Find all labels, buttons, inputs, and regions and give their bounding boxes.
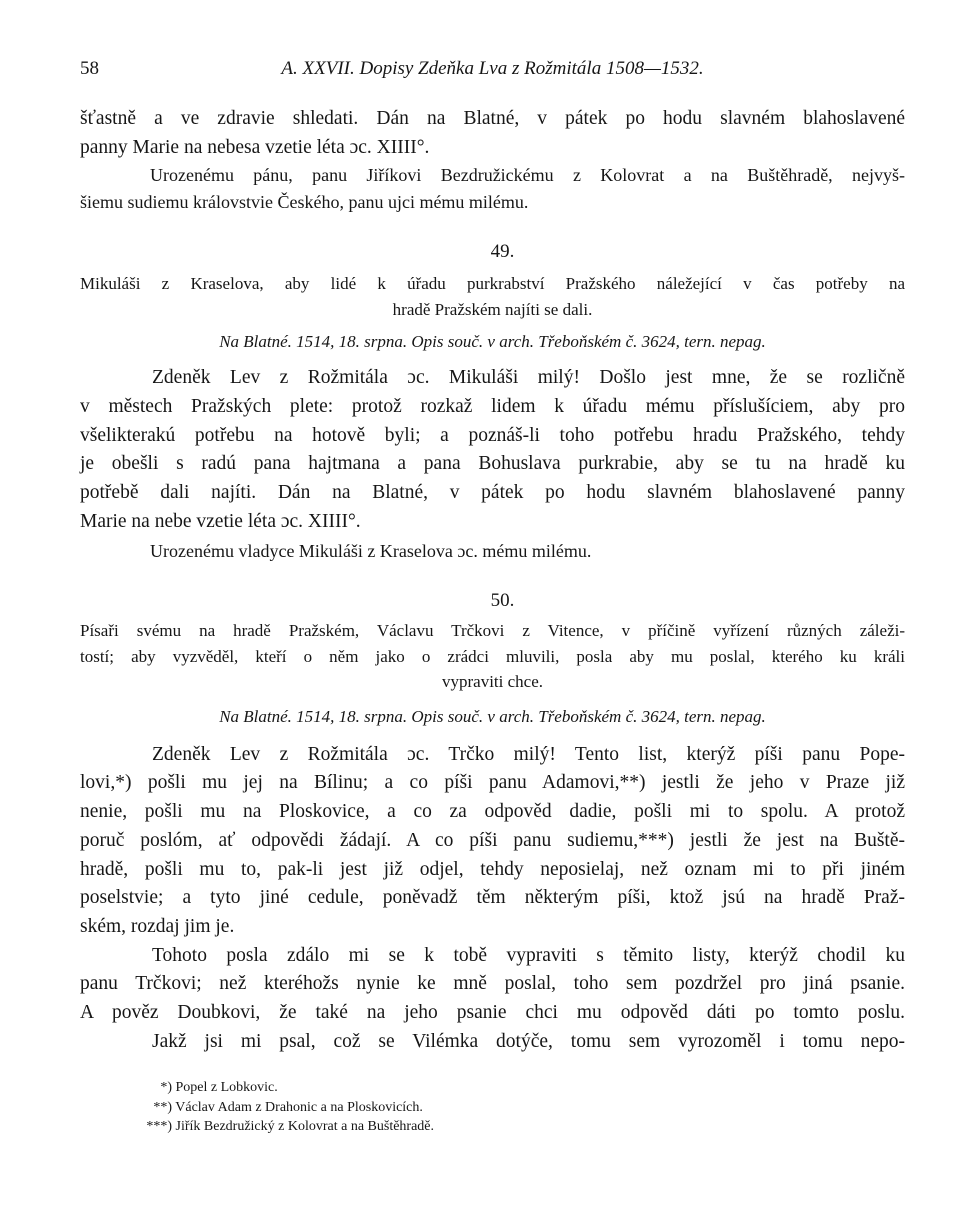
letter-body [80,741,905,1057]
body-line: lovi,*) pošli mu jej na Bílinu; a co píši panu Adamovi,**) jestli že jeho v Praze již [80,772,905,794]
running-title: A. XXVII. Dopisy Zdeňka Lva z Rožmitála 1508—1532. [281,58,704,79]
summary-line: hradě Pražském najíti se dali. [392,299,593,319]
letter-source: Na Blatné. 1514, 18. srpna. Opis souč. v arch. Třeboňském č. 3624, tern. nepag. [219,332,766,352]
footnote-text: Jiřík Bezdružický z Kolovrat a na Buštěhradě. [175,1119,435,1135]
body-line: A pověz Doubkovi, že také na jeho psanie chci mu odpověd dáti po tomto poslu. [80,1001,905,1023]
summary-line: Mikuláši z Kraselova, aby lidé k úřadu purkrabství Pražského náležející v čas potřeby na [80,274,905,294]
footnote-mark: ***) [146,1119,172,1135]
body-line: v městech Pražských plete: protož rozkaž lidem k úřadu mému příslušíciem, aby pro [80,395,905,417]
body-line: Zdeněk Lev z Rožmitála ɔc. Mikuláši milý! Došlo jest mne, že se rozličně [152,367,905,389]
body-line: panu Trčkovi; než kteréhožs nynie ke mně poslal, toho sem pozdržel pro jiná psanie. [80,973,905,995]
body-line: Zdeněk Lev z Rožmitála ɔc. Trčko milý! Tento list, kterýž píši panu Pope- [152,743,905,765]
letter-source: Na Blatné. 1514, 18. srpna. Opis souč. v arch. Třeboňském č. 3624, tern. nepag. [219,706,766,726]
summary-line: tostí; aby vyzvěděl, kteří o něm jako o zrádci mluvili, posla aby mu poslal, kterého ku králi [80,646,905,666]
body-line: je obešli s radú pana hajtmana a pana Bohuslava purkrabie, aby se tu na hradě ku [80,453,905,475]
footnote [110,1117,905,1137]
summary-line: vypraviti chce. [441,672,543,692]
footnote-mark: *) [160,1080,172,1096]
letter-summary [80,618,905,695]
text-line: panny Marie na nebesa vzetie léta ɔc. XIIII°. [80,136,430,158]
body-line: nenie, pošli mu na Ploskovice, a co za odpověd dadie, pošli mi to spolu. A protož [80,801,905,823]
body-line: potřebě dali najíti. Dán na Blatné, v pátek po hodu slavném blahoslavené panny [80,481,905,503]
previous-letter-continuation [80,105,905,215]
body-line: Marie na nebe vzetie léta ɔc. XIIII°. [80,510,361,532]
body-line: Tohoto posla zdálo mi se k tobě vypraviti s těmito listy, kterýž chodil ku [152,944,905,966]
footnote [110,1098,905,1118]
body-line: Jakž jsi mi psal, což se Vilémka dotýče, tomu sem vyrozoměl i tomu nepo- [152,1030,905,1052]
running-head [80,58,905,88]
letter-50 [80,588,905,1056]
footnote [110,1078,905,1098]
footnote-mark: **) [153,1099,172,1115]
footnote-text: Popel z Lobkovic. [175,1080,278,1096]
summary-line: Písaři svému na hradě Pražském, Václavu Trčkovi z Vitence, v příčině vyřízení různých záleži- [80,621,905,641]
letter-body [80,364,905,536]
footnote-text: Václav Adam z Drahonic a na Ploskovicích. [175,1099,423,1115]
body-line: poruč poslóm, ať odpovědi žádají. A co píši panu sudiemu,***) jestli že jest na Buště- [80,829,905,851]
letter-summary [80,271,905,322]
footnotes [110,1078,905,1137]
letter-49 [80,239,905,564]
letter-number: 50. [490,590,515,612]
page-number: 58 [80,58,99,79]
text-line: šťastně a ve zdravie shledati. Dán na Blatné, v pátek po hodu slavném blahoslavené [80,108,905,129]
address-line: šiemu sudiemu královstvie Českého, panu ujci mému milému. [80,191,529,212]
letter-address: Urozenému vladyce Mikuláši z Kraselova ɔc. mému milému. [150,541,592,562]
body-line: hradě, pošli mu to, pak-li jest již odjel, tehdy neposielaj, než oznam mi to při jiném [80,858,905,880]
address-line: Urozenému pánu, panu Jiříkovi Bezdružickému z Kolovrat a na Buštěhradě, nejvyš- [150,165,905,186]
body-line: poselstvie; a tyto jiné cedule, poněvadž těm některým píši, ktož jsú na hradě Praž- [80,887,905,909]
book-page [80,0,905,1137]
letter-number: 49. [490,241,515,263]
body-line: všelikterakú potřebu na hotově byli; a poznáš-li toho potřebu hradu Pražského, tehdy [80,424,905,446]
body-line: ském, rozdaj jim je. [80,915,235,937]
